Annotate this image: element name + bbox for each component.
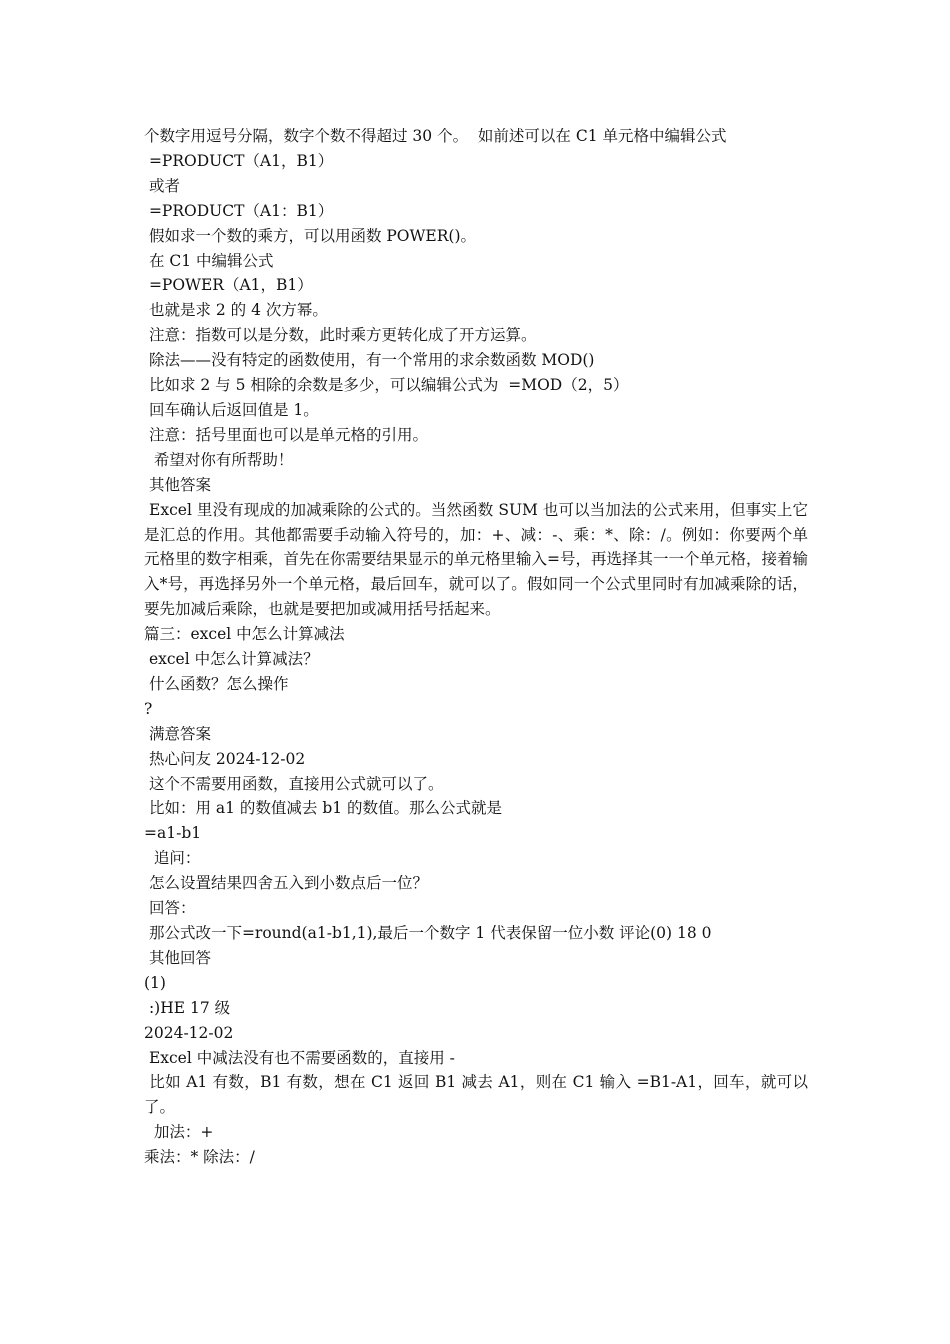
text-line: =PRODUCT（A1，B1） [144, 151, 334, 170]
text-line: =a1-b1 [144, 824, 202, 843]
text-line: 在 C1 中编辑公式 [144, 251, 274, 270]
text-line: 追问： [144, 849, 201, 868]
text-line: 2024-12-02 [144, 1023, 234, 1042]
document-body [144, 124, 808, 1170]
answer-paragraph: Excel 里没有现成的加减乘除的公式的。当然函数 SUM 也可以当加法的公式来用，但事实上它是汇总的作用。其他都需要手动输入符号的，加：+、减：-、乘：*、除：/。例如：你要两个单元格里的数字相乘，首先在你需要结果显示的单元格里输入=号，再选择其一一个单元格，接着输入*号，再选择另外一个单元格，最后回车，就可以了。假如同一个公式里同时有加减乘除的话，要先加减后乘除，也就是要把加或减用括号括起来。 [144, 500, 808, 619]
text-line: 加法：+ [144, 1123, 214, 1142]
text-line: 或者 [144, 176, 180, 195]
text-line: 比如求 2 与 5 相除的余数是多少，可以编辑公式为 =MOD（2，5） [144, 376, 629, 395]
text-line: 个数字用逗号分隔，数字个数不得超过 30 个。 如前述可以在 C1 单元格中编辑公式 [144, 127, 727, 145]
text-line: excel 中怎么计算减法？ [144, 650, 319, 669]
section-heading: 篇三：excel 中怎么计算减法 [144, 625, 345, 644]
text-line: 回车确认后返回值是 1。 [144, 400, 319, 419]
text-line: 也就是求 2 的 4 次方幂。 [144, 301, 328, 320]
text-line: 怎么设置结果四舍五入到小数点后一位？ [144, 874, 428, 893]
text-line: 除法——没有特定的函数使用，有一个常用的求余数函数 MOD() [144, 351, 595, 370]
text-line: 希望对你有所帮助！ [144, 450, 294, 469]
text-line: 那公式改一下=round(a1-b1,1),最后一个数字 1 代表保留一位小数 评论(0) 18 0 [144, 924, 712, 942]
text-line: 这个不需要用函数，直接用公式就可以了。 [144, 774, 444, 793]
text-line: (1) [144, 973, 166, 992]
text-line: 乘法：* 除法：/ [144, 1148, 255, 1167]
text-line: Excel 中减法没有也不需要函数的，直接用 - [144, 1048, 455, 1067]
text-line: 其他回答 [144, 948, 211, 967]
text-line: :)HE 17 级 [144, 998, 231, 1017]
text-line: 假如求一个数的乘方，可以用函数 POWER()。 [144, 226, 477, 245]
text-line: =POWER（A1，B1） [144, 276, 313, 295]
text-line: 注意：括号里面也可以是单元格的引用。 [144, 425, 428, 444]
text-line: 其他答案 [144, 475, 211, 494]
answer-paragraph: 比如 A1 有数，B1 有数，想在 C1 返回 B1 减去 A1，则在 C1 输入 =B1-A1，回车，就可以了。 [144, 1073, 808, 1117]
text-line: ? [144, 699, 153, 718]
text-line: =PRODUCT（A1：B1） [144, 201, 334, 220]
text-line: 满意答案 [144, 724, 211, 743]
text-line: 回答： [144, 899, 196, 918]
text-line: 注意：指数可以是分数，此时乘方更转化成了开方运算。 [144, 326, 537, 345]
text-line: 热心问友 2024-12-02 [144, 749, 306, 768]
text-line: 什么函数？怎么操作 [144, 674, 289, 693]
text-line: 比如：用 a1 的数值减去 b1 的数值。那么公式就是 [144, 799, 503, 818]
